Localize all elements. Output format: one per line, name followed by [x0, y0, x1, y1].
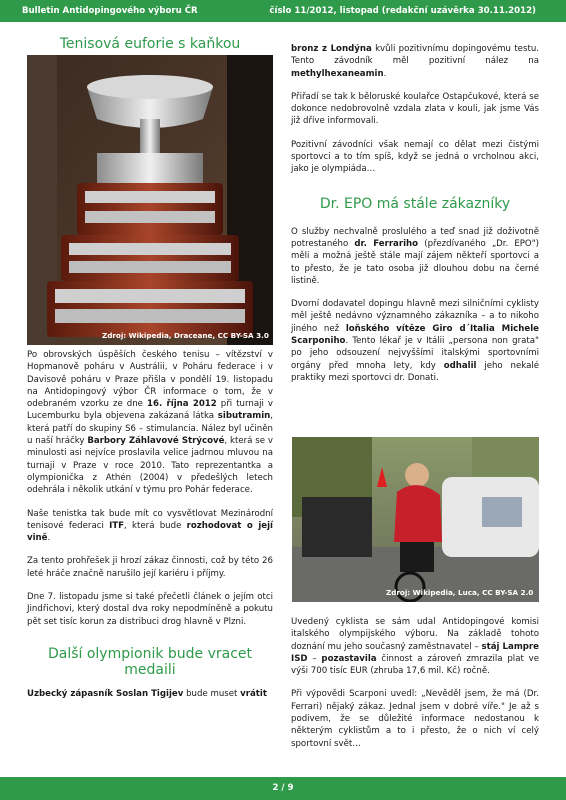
bulletin-title: Bulletin Antidopingového výboru ČR — [22, 6, 198, 16]
header-bar — [0, 0, 566, 22]
epo-paragraph-1: O služby nechvalně proslulého a teď snad již doživotně potrestaného dr. Ferrariho (přezdívaného „Dr. EPO") měli a možná ještě stále mají zájem někteří sportovci a to přesto, že je tato osoba již dlouhou dobu na černé listině. — [291, 226, 539, 286]
issue-info: číslo 11/2012, listopad (redakční uzávěrka 30.11.2012) — [269, 6, 536, 16]
left-heading-wrap — [27, 36, 273, 52]
olympian-paragraph-4: Pozitivní závodníci však nemají co dělat mezi čistými sportovci a to tím spíš, když se jedná o vrcholnou akci, jako je olympiáda… — [291, 139, 539, 175]
trophy-illustration — [27, 55, 273, 345]
tennis-paragraph-1: Po obrovských úspěších českého tenisu – vítězství v Hopmanově poháru v Austrálii, v Poháru federace i v Davisově poháru v Praze přišla v pondělí 19. listopadu na Antidopingový výbor ČR informace o tom, že v odebraném vzorku ze dne 16. října 2012 při turnaji v Lucemburku byla objevena zakázaná látka sibutramin, která patří do skupiny S6 – stimulancia. Nález byl učiněn u naší hráčky Barbory Záhlavové Strýcové, která se v minulosti asi nejvíce proslavila velice jadrnou mluvou na turnaji v Praze v roce 2010. Tato reprezentantka a olympionička z Athén (2004) v předešlých letech odehrála i několik utkání v týmu pro Pohár federace. — [27, 350, 273, 496]
right-article-top — [291, 43, 539, 395]
davis-cup-photo — [27, 55, 273, 345]
left-article — [27, 349, 273, 711]
right-article-bottom — [291, 616, 539, 761]
footer-bar — [0, 777, 566, 800]
cyclist-illustration — [292, 437, 539, 602]
epo-paragraph-4: Při výpovědi Scarponi uvedl: „Nevěděl jsem, že má (Dr. Ferrari) nějaký zákaz. Jednal jsem v dobré víře." Je až s podivem, že se důležité informace nedostanou k některým cyklistům a to i přesto, že o nich ví celý sportovní svět… — [291, 689, 539, 749]
photo1-caption: Zdroj: Wikipedia, Draceane, CC BY-SA 3.0 — [102, 331, 269, 340]
epo-paragraph-3: Uvedený cyklista se sám udal Antidopingové komisi italského olympijského výboru. Na základě tohoto doznání mu jeho současný zaměstnavatel – stáj Lampre ISD – pozastavila činnost a zároveň zmrazila plat ve výši 700 tisíc EUR (zhruba 17,6 mil. Kč) ročně. — [291, 617, 539, 677]
tennis-paragraph-3: Za tento prohřešek ji hrozí zákaz činnosti, což by této 26 leté hráče značně narušilo její kariéru i příjmy. — [27, 556, 273, 579]
page-number: 2 / 9 — [272, 783, 294, 793]
olympian-paragraph-1: Uzbecký zápasník Soslan Tigijev bude muset vrátit — [27, 688, 267, 699]
heading-olympian: Další olympionik bude vracet medaili — [47, 645, 253, 678]
heading-tennis: Tenisová euforie s kaňkou — [59, 36, 241, 52]
photo2-caption: Zdroj: Wikipedia, Luca, CC BY-SA 2.0 — [386, 588, 534, 597]
olympian-paragraph-3: Přiřadí se tak k běloruské koulařce Ostapčukové, která se dokonce nedobrovolně vzdala zlata v kouli, jak jsme Vás již dříve informovali. — [291, 91, 539, 127]
cyclist-photo — [292, 437, 539, 602]
tennis-paragraph-4: Dne 7. listopadu jsme si také přečetli článek o jejím otci Jindřichovi, který dostal dva roky nepodmíněně a pokutu pět set tisíc korun za distribuci drog hlavně v Plzni. — [27, 592, 273, 627]
heading-dr-epo: Dr. EPO má stále zákazníky — [319, 195, 511, 212]
tennis-paragraph-2: Naše tenistka tak bude mít co vysvětlovat Mezinárodní tenisové federaci ITF, která bude rozhodovat o její vině. — [27, 508, 273, 544]
epo-paragraph-2: Dvorní dodavatel dopingu hlavně mezi silničními cyklisty měl ještě nedávno významného zákazníka – a to nikoho jiného než loňského vítěze Giro d´Italia Michele Scarponiho. Tento lékař je v Itálii „persona non grata" po jeho odsouzení nejvyššími italskými sportovními orgány před mnoha lety, kdy odhalil jeho nekalé praktiky mezi sportovci dr. Donati. — [291, 299, 540, 383]
olympian-paragraph-2: bronz z Londýna kvůli pozitivnímu dopingovému testu. Tento závodník měl pozitivní nález na methylhexaneamin. — [291, 44, 539, 79]
